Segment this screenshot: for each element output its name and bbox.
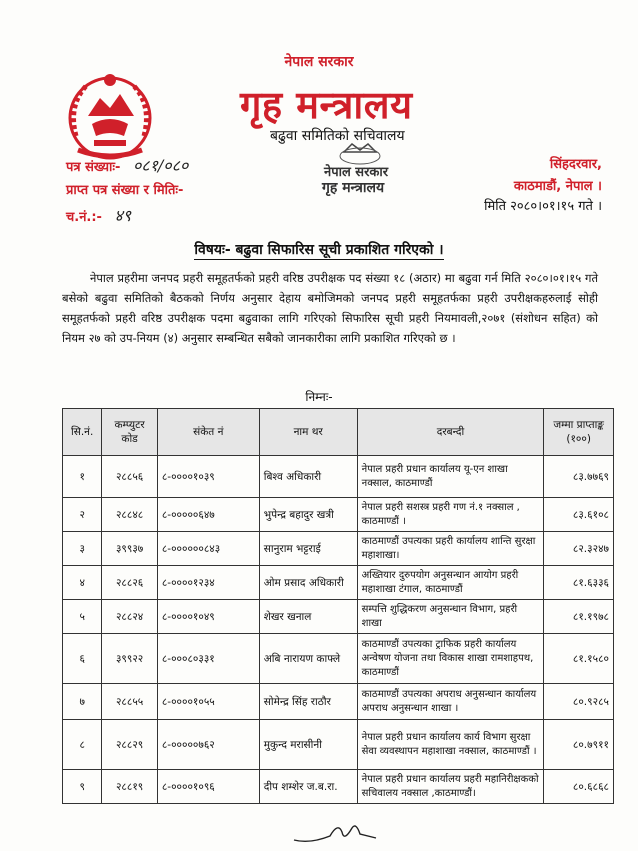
cell-name: शेखर खनाल	[259, 600, 357, 634]
header-sn: सि.नं.	[63, 409, 102, 456]
cell-symbol: ८-०००००७६२	[157, 720, 259, 770]
cell-office: सम्पत्ति शुद्धिकरण अनुसन्धान विभाग, प्रहरी शाखा	[357, 600, 544, 634]
table-row	[63, 600, 614, 634]
cell-sn: ३	[63, 532, 102, 566]
cell-code: २८८२४	[102, 600, 158, 634]
government-name: नेपाल सरकार	[284, 54, 354, 70]
cell-office: अख्तियार दुरुपयोग अनुसन्धान आयोग प्रहरी महाशाखा टंगाल, काठमाण्डौं	[357, 566, 544, 600]
received-ref	[66, 180, 183, 198]
cell-score: ८१.१५८०	[544, 634, 614, 684]
dispatch-value: ४९	[114, 206, 132, 225]
cell-symbol: ८-०००००६४७	[157, 498, 259, 532]
recommendation-table	[62, 408, 614, 804]
address-line2: काठमाडौं, नेपाल ।	[513, 179, 602, 194]
cell-name: अबि नारायण काफ्ले	[259, 634, 357, 684]
cell-sn: २	[63, 498, 102, 532]
dispatch-label: च.नं.:-	[66, 210, 102, 225]
ministry-name: गृह मन्त्रालय	[240, 82, 413, 127]
stamp-line2: गृह मन्त्रालय	[322, 180, 385, 196]
address-line1: सिंहदरवार,	[549, 157, 602, 172]
cell-name: मुकुन्द मरासीनी	[259, 720, 357, 770]
header-total-score-label: जम्मा प्राप्ताङ्क	[553, 419, 604, 431]
cell-sn: ९	[63, 770, 102, 804]
cell-score: ८२.३२४७	[544, 532, 614, 566]
cell-code: ३९९२२	[102, 634, 158, 684]
cell-symbol: ८-००००१२३४	[157, 566, 259, 600]
cell-office: नेपाल प्रहरी प्रधान कार्यालय कार्य विभाग सुरक्षा सेवा व्यवस्थापन महाशाखा नक्साल, काठमाण्डौं ।	[357, 720, 544, 770]
cell-name: ओम प्रसाद अधिकारी	[259, 566, 357, 600]
cell-office: काठमाण्डौं उपत्यका अपराध अनुसन्धान कार्यालय अपराध अनुसन्धान शाखा ।	[357, 684, 544, 720]
cell-sn: १	[63, 456, 102, 498]
cell-symbol: ८-००००१०३९	[157, 456, 259, 498]
table-row	[63, 532, 614, 566]
cell-code: ३९९३७	[102, 532, 158, 566]
table-row	[63, 566, 614, 600]
cell-score: ८०.६८६८	[544, 770, 614, 804]
cell-sn: ७	[63, 684, 102, 720]
table-row	[63, 634, 614, 684]
header-total-score-max: (१००)	[566, 433, 591, 445]
cell-code: २८८५५	[102, 684, 158, 720]
cell-office: काठमाण्डौं उपत्यका प्रहरी कार्यालय शान्ति सुरक्षा महाशाखा।	[357, 532, 544, 566]
cell-score: ८०.७९११	[544, 720, 614, 770]
cell-name: सोमेन्द्र सिंह राठौर	[259, 684, 357, 720]
cell-sn: ४	[63, 566, 102, 600]
table-row	[63, 720, 614, 770]
ref-number	[66, 154, 188, 176]
ref-label: पत्र संख्याः-	[66, 160, 121, 175]
office-stamp	[322, 142, 398, 198]
cell-symbol: ८-००००१०९६	[157, 770, 259, 804]
table-row	[63, 456, 614, 498]
cell-office: नेपाल प्रहरी सशस्त्र प्रहरी गण नं.१ नक्साल , काठमाण्डौं ।	[357, 498, 544, 532]
received-label: प्राप्त पत्र संख्या र मितिः-	[66, 183, 184, 198]
cell-name: बिश्व अधिकारी	[259, 456, 357, 498]
header-office: दरबन्दी	[357, 409, 544, 456]
nepal-emblem-icon	[58, 66, 162, 164]
cell-code: २८८२९	[102, 720, 158, 770]
stamp-line1: नेपाल सरकार	[324, 165, 389, 180]
subject-text: विषयः- बढुवा सिफारिस सूची प्रकाशित गरिएको ।	[194, 242, 444, 258]
cell-sn: ५	[63, 600, 102, 634]
header-symbol-no: संकेत नं	[157, 409, 259, 456]
table-row	[63, 770, 614, 804]
cell-code: २८८२६	[102, 566, 158, 600]
cell-symbol: ८-०००८०३३१	[157, 634, 259, 684]
table-header-row	[63, 409, 614, 456]
secretariat-name: बढुवा समितिको सचिवालय	[270, 128, 405, 144]
table-row	[63, 498, 614, 532]
body-paragraph: नेपाल प्रहरीमा जनपद प्रहरी समूहतर्फको प्रहरी वरिष्ठ उपरीक्षक पद संख्या १८ (अठार) मा बढुवा गर्न मिति २०८०।०१।१५ गते बसेको बढुवा समितिको बैठकको निर्णय अनुसार देहाय बमोजिमको जनपद प्रहरी समूहतर्फका प्रहरी उपरीक्षकहरुलाई सोही समूहतर्फको प्रहरी वरिष्ठ उपरीक्षक पदमा बढुवाका लागि गरिएको सिफारिस सूची प्रहरी नियमावली,२०७१ (संशोधन सहित) को नियम २७ को उप-नियम (४) अनुसार सम्बन्धित सबैको जानकारीका लागि प्रकाशित गरिएको छ ।	[62, 271, 598, 345]
cell-score: ८१.१९७८	[544, 600, 614, 634]
cell-symbol: ८-००००१०४९	[157, 600, 259, 634]
cell-code: २८८५६	[102, 456, 158, 498]
cell-name: दीप शम्शेर ज.ब.रा.	[259, 770, 357, 804]
cell-score: ८१.६३३६	[544, 566, 614, 600]
header-name: नाम थर	[259, 409, 357, 456]
header-total-score	[544, 409, 614, 456]
cell-code: २८८४८	[102, 498, 158, 532]
cell-name: भुपेन्द्र बहादुर खत्री	[259, 498, 357, 532]
cell-code: २८८१९	[102, 770, 158, 804]
header-computer-code: कम्प्युटर कोड	[102, 409, 158, 456]
cell-symbol: ८-००००१०५५	[157, 684, 259, 720]
cell-sn: ८	[63, 720, 102, 770]
cell-office: नेपाल प्रहरी प्रधान कार्यालय यू-एन शाखा नक्साल, काठमाण्डौं	[357, 456, 544, 498]
cell-symbol: ८-००००००८४३	[157, 532, 259, 566]
table-label: निम्नः-	[305, 390, 333, 404]
cell-sn: ६	[63, 634, 102, 684]
cell-office: काठमाण्डौं उपत्यका ट्राफिक प्रहरी कार्यालय अन्वेषण योजना तथा विकास शाखा रामशाहपथ, काठमाण्डौं	[357, 634, 544, 684]
signature-icon	[290, 818, 380, 848]
dispatch-number	[66, 204, 131, 226]
subject-line	[0, 240, 638, 259]
cell-office: नेपाल प्रहरी प्रधान कार्यालय प्रहरी महानिरीक्षकको सचिवालय नक्साल ,काठमाण्डौं।	[357, 770, 544, 804]
cell-score: ८०.९२८५	[544, 684, 614, 720]
ref-value: ०८१/०८०	[132, 156, 189, 175]
cell-name: सानुराम भट्टराई	[259, 532, 357, 566]
cell-score: ८३.७७६९	[544, 456, 614, 498]
cell-score: ८३.६१०८	[544, 498, 614, 532]
table-row	[63, 684, 614, 720]
letter-date: मिति २०८०।०१।१५ गते ।	[484, 199, 602, 214]
